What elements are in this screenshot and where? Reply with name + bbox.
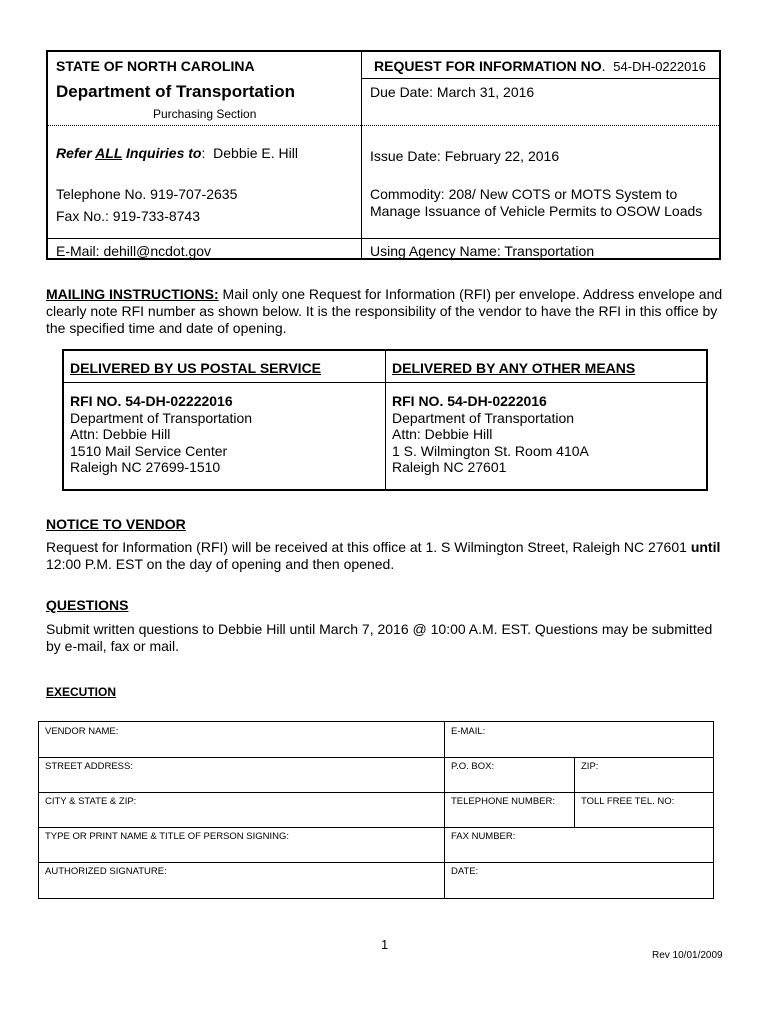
contact-name: Debbie E. Hill: [213, 145, 298, 161]
mailing-instructions: [46, 286, 726, 337]
table-divider: [574, 757, 575, 827]
execution-heading: EXECUTION: [46, 685, 117, 699]
address-line: Raleigh NC 27601: [392, 459, 507, 475]
address-line: 1510 Mail Service Center: [70, 442, 228, 459]
questions-line: by e-mail, fax or mail.: [46, 638, 180, 654]
address-line: Raleigh NC 27699-1510: [70, 459, 221, 475]
other-means-heading: DELIVERED BY ANY OTHER MEANS: [392, 360, 636, 376]
address-line: Department of Transportation: [392, 409, 575, 426]
header-rule: [361, 78, 719, 79]
execution-table: [38, 721, 714, 899]
refer-all: ALL: [95, 145, 123, 161]
address-line: Department of Transportation: [70, 409, 253, 426]
header-divider: [361, 52, 362, 258]
table-rule: [39, 862, 713, 863]
refer-suffix: Inquiries to: [122, 145, 202, 161]
zip-field[interactable]: ZIP:: [581, 761, 599, 772]
rfi-number: 54-DH-0222016: [613, 59, 706, 74]
mailing-text: the specified time and date of opening.: [46, 320, 287, 336]
notice-until: until: [690, 539, 721, 555]
fax-number-field[interactable]: FAX NUMBER:: [451, 831, 516, 842]
commodity: [370, 186, 702, 220]
department-name: Department of Transportation: [56, 82, 295, 101]
telephone-number-field[interactable]: TELEPHONE NUMBER:: [451, 796, 555, 807]
notice-line: Request for Information (RFI) will be received at this office at 1. S Wilmington Street, Raleigh NC 27601: [46, 539, 691, 555]
address-line: 1 S. Wilmington St. Room 410A: [392, 442, 589, 459]
refer-colon: :: [201, 145, 206, 161]
toll-free-field[interactable]: TOLL FREE TEL. NO:: [581, 796, 675, 807]
telephone: Telephone No. 919-707-2635: [56, 186, 238, 202]
rfi-number-line: [374, 58, 706, 74]
state-name: STATE OF NORTH CAROLINA: [56, 58, 255, 74]
vendor-email-field[interactable]: E-MAIL:: [451, 726, 486, 737]
refer-prefix: Refer: [56, 145, 96, 161]
rfi-label: REQUEST FOR INFORMATION NO: [374, 58, 602, 74]
commodity-line: Manage Issuance of Vehicle Permits to OSOW Loads: [370, 203, 703, 219]
address-line: Attn: Debbie Hill: [70, 426, 171, 442]
authorized-signature-field[interactable]: AUTHORIZED SIGNATURE:: [45, 866, 167, 877]
questions-text: [46, 621, 726, 655]
us-postal-address: [70, 393, 252, 476]
table-divider: [444, 722, 445, 898]
notice-line: 12:00 P.M. EST on the day of opening and then opened.: [46, 556, 395, 572]
delivery-divider: [385, 351, 386, 489]
agency-name: Using Agency Name: Transportation: [370, 243, 595, 259]
page-number: 1: [381, 937, 389, 952]
commodity-line: Commodity: 208/ New COTS or MOTS System to: [370, 186, 678, 202]
notice-text: [46, 539, 726, 573]
delivery-box: [62, 349, 708, 491]
fax: Fax No.: 919-733-8743: [56, 208, 200, 224]
header-dotted-rule: [48, 125, 719, 126]
us-postal-rfi: RFI NO. 54-DH-02222016: [70, 393, 233, 409]
other-means-address: [392, 393, 589, 476]
date-field[interactable]: DATE:: [451, 866, 479, 877]
other-means-rfi: RFI NO. 54-DH-0222016: [392, 393, 547, 409]
header-rule: [48, 238, 719, 239]
street-address-field[interactable]: STREET ADDRESS:: [45, 761, 133, 772]
delivery-rule: [64, 382, 706, 383]
city-state-zip-field[interactable]: CITY & STATE & ZIP:: [45, 796, 137, 807]
revision-label: Rev 10/01/2009: [652, 950, 723, 961]
due-date: Due Date: March 31, 2016: [370, 84, 535, 100]
address-line: Attn: Debbie Hill: [392, 426, 493, 442]
section-name: Purchasing Section: [153, 107, 257, 121]
mailing-text: Mail only one Request for Information (RFI) per envelope. Address envelope and: [218, 286, 723, 302]
mailing-label: MAILING INSTRUCTIONS:: [46, 286, 219, 302]
table-rule: [39, 827, 713, 828]
issue-date: Issue Date: February 22, 2016: [370, 148, 560, 164]
table-rule: [39, 757, 713, 758]
questions-heading: QUESTIONS: [46, 597, 129, 613]
print-name-title-field[interactable]: TYPE OR PRINT NAME & TITLE OF PERSON SIGNING:: [45, 831, 290, 842]
vendor-name-field[interactable]: VENDOR NAME:: [45, 726, 119, 737]
questions-line: Submit written questions to Debbie Hill until March 7, 2016 @ 10:00 A.M. EST. Questions may be submitted: [46, 621, 713, 637]
po-box-field[interactable]: P.O. BOX:: [451, 761, 495, 772]
table-rule: [39, 792, 713, 793]
mailing-text: clearly note RFI number as shown below. It is the responsibility of the vendor to have the RFI in this office by: [46, 303, 718, 319]
email: E-Mail: dehill@ncdot.gov: [56, 243, 212, 259]
us-postal-heading: DELIVERED BY US POSTAL SERVICE: [70, 360, 322, 376]
notice-heading: NOTICE TO VENDOR: [46, 516, 186, 532]
header-box: [46, 50, 721, 260]
rfi-dot: .: [601, 58, 606, 74]
refer-inquiries: [56, 145, 298, 161]
